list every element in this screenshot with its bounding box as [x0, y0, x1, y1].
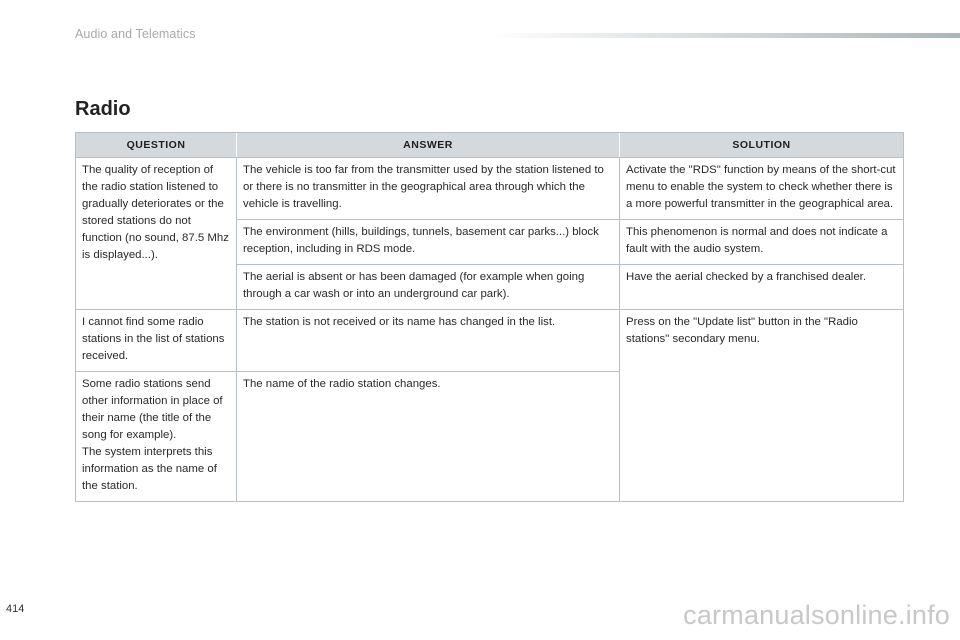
table-header-row: [76, 133, 904, 158]
faq-table: [75, 132, 904, 502]
table-row: [76, 158, 904, 220]
solution-cell: Press on the "Update list" button in the "Radio stations" secondary menu.: [620, 310, 904, 502]
header-rule: [490, 33, 960, 38]
answer-cell: The environment (hills, buildings, tunnels, basement car parks...) block reception, including in RDS mode.: [237, 220, 620, 265]
column-header-question: QUESTION: [76, 133, 237, 158]
watermark: carmanualsonline.info: [683, 600, 950, 630]
column-header-solution: SOLUTION: [620, 133, 904, 158]
answer-cell: The vehicle is too far from the transmitter used by the station listened to or there is no transmitter in the geographical area through which the vehicle is travelling.: [237, 158, 620, 220]
answer-text: Some radio stations send other information in place of their name (the title of the song for example).: [82, 378, 223, 441]
question-cell: The name of the radio station changes.: [237, 372, 620, 502]
table-row: [76, 310, 904, 372]
solution-cell: This phenomenon is normal and does not indicate a fault with the audio system.: [620, 220, 904, 265]
running-header: Audio and Telematics: [75, 27, 196, 41]
solution-cell: Have the aerial checked by a franchised dealer.: [620, 265, 904, 310]
question-cell: I cannot find some radio stations in the list of stations received.: [76, 310, 237, 372]
column-header-answer: ANSWER: [237, 133, 620, 158]
question-cell: The quality of reception of the radio station listened to gradually deteriorates or the stored stations do not function (no sound, 87.5 Mhz is displayed...).: [76, 158, 237, 310]
solution-cell: Activate the "RDS" function by means of the short-cut menu to enable the system to check whether there is a more powerful transmitter in the geographical area.: [620, 158, 904, 220]
answer-text: The system interprets this information as the name of the station.: [82, 446, 217, 492]
answer-cell: The aerial is absent or has been damaged (for example when going through a car wash or into an underground car park).: [237, 265, 620, 310]
answer-cell: [76, 372, 237, 502]
answer-cell: The station is not received or its name has changed in the list.: [237, 310, 620, 372]
page-number: 414: [6, 603, 25, 615]
section-title: Radio: [75, 98, 131, 120]
